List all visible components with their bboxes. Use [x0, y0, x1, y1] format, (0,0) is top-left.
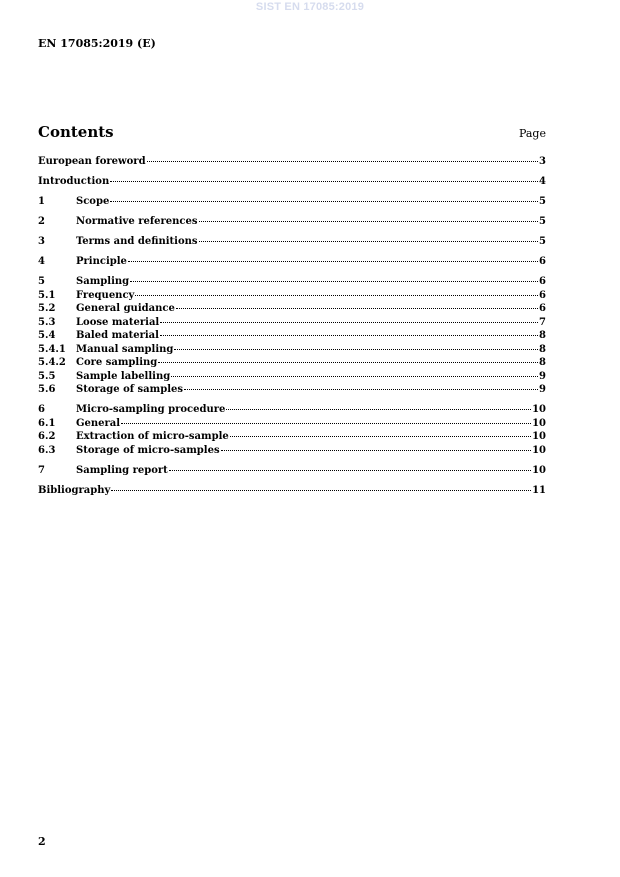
toc-entry[interactable]	[38, 276, 546, 290]
toc-entry-page: 6	[539, 256, 546, 267]
toc-dot-leader	[160, 322, 538, 323]
toc-entry-title: Terms and definitions	[76, 236, 198, 247]
toc-entry-page: 6	[539, 289, 546, 301]
document-id: EN 17085:2019 (E)	[38, 37, 156, 50]
toc-entry[interactable]	[38, 303, 546, 317]
toc-dot-leader	[184, 389, 538, 390]
toc-dot-leader	[130, 281, 538, 282]
toc-dot-leader	[230, 436, 531, 437]
toc-dot-leader	[158, 362, 538, 363]
toc-entry-title: Normative references	[76, 216, 198, 227]
toc-entry[interactable]	[38, 357, 546, 371]
toc-dot-leader	[110, 181, 538, 182]
toc-entry-title: Principle	[76, 256, 127, 267]
toc-entry-page: 5	[539, 196, 546, 207]
toc-entry[interactable]	[38, 256, 546, 270]
toc-entry-page: 6	[539, 276, 546, 287]
contents-heading: Contents	[38, 123, 114, 141]
toc-entry-number: 5	[38, 276, 45, 287]
toc-entry-title: Core sampling	[76, 357, 158, 368]
toc-entry[interactable]	[38, 404, 546, 418]
toc-dot-leader	[110, 201, 538, 202]
toc-entry-page: 6	[539, 303, 546, 314]
toc-entry-title: Extraction of micro-sample	[76, 431, 229, 442]
toc-entry[interactable]	[38, 418, 546, 432]
toc-entry-page: 10	[532, 464, 546, 476]
toc-dot-leader	[221, 450, 531, 451]
toc-entry-page: 10	[532, 417, 546, 429]
toc-dot-leader	[111, 490, 531, 491]
toc-entry-page: 9	[539, 370, 546, 382]
page-number: 2	[38, 835, 46, 848]
toc-entry[interactable]	[38, 465, 546, 479]
toc-entry-number: 3	[38, 236, 45, 247]
toc-entry[interactable]	[38, 485, 546, 499]
toc-entry-title: European foreword	[38, 156, 146, 167]
toc-entry[interactable]	[38, 216, 546, 230]
toc-dot-leader	[169, 470, 531, 471]
toc-entry-title: Micro-sampling procedure	[76, 404, 226, 415]
toc-entry-number: 5.3	[38, 316, 56, 328]
toc-entry-number: 6.1	[38, 417, 56, 429]
toc-entry-page: 4	[539, 176, 546, 187]
toc-dot-leader	[176, 308, 538, 309]
toc-entry-title: Loose material	[76, 316, 160, 328]
toc-dot-leader	[160, 335, 538, 336]
page-column-label: Page	[518, 127, 546, 140]
toc-entry-title: Storage of micro-samples	[76, 444, 220, 456]
toc-dot-leader	[135, 295, 538, 296]
toc-entry[interactable]	[38, 317, 546, 331]
toc-entry[interactable]	[38, 445, 546, 459]
toc-entry-number: 5.1	[38, 289, 56, 301]
toc-entry-title: Introduction	[38, 176, 110, 187]
toc-entry-title: Sample labelling	[76, 370, 171, 382]
toc-entry-number: 2	[38, 216, 45, 227]
toc-entry-number: 7	[38, 464, 45, 476]
toc-entry-number: 1	[38, 196, 45, 207]
toc-entry-page: 5	[539, 216, 546, 227]
toc-entry[interactable]	[38, 344, 546, 358]
toc-entry-page: 10	[532, 431, 546, 442]
toc-entry-number: 5.2	[38, 303, 56, 314]
toc-entry-number: 6.3	[38, 444, 56, 456]
toc-entry-number: 4	[38, 256, 45, 267]
toc-entry[interactable]	[38, 371, 546, 385]
toc-entry-page: 8	[539, 330, 546, 341]
toc-dot-leader	[128, 261, 538, 262]
toc-entry[interactable]	[38, 236, 546, 250]
watermark: SIST EN 17085:2019	[255, 1, 365, 13]
toc-entry-number: 5.4.1	[38, 343, 66, 355]
toc-dot-leader	[121, 423, 531, 424]
toc-entry-title: Manual sampling	[76, 343, 174, 355]
toc-entry[interactable]	[38, 290, 546, 304]
toc-entry-title: General	[76, 417, 121, 429]
toc-entry-title: Sampling	[76, 276, 130, 287]
toc-entry-page: 9	[539, 384, 546, 395]
toc-entry-page: 10	[532, 404, 546, 415]
toc-dot-leader	[147, 161, 538, 162]
toc-entry-number: 6.2	[38, 431, 56, 442]
toc-entry-title: Bibliography	[38, 484, 111, 496]
toc-entry-number: 5.4.2	[38, 357, 66, 368]
toc-entry-title: General guidance	[76, 303, 175, 314]
toc-entry[interactable]	[38, 176, 546, 190]
toc-entry-page: 5	[539, 236, 546, 247]
toc-entry-title: Frequency	[76, 289, 135, 301]
toc-dot-leader	[199, 241, 539, 242]
toc-entry-page: 11	[532, 484, 546, 496]
toc-entry-page: 8	[539, 343, 546, 355]
toc-entry-page: 7	[539, 316, 546, 328]
toc-entry-title: Scope	[76, 196, 110, 207]
toc-entry-title: Sampling report	[76, 464, 168, 476]
toc-entry-number: 5.5	[38, 370, 56, 382]
toc-dot-leader	[171, 376, 538, 377]
toc-dot-leader	[226, 409, 531, 410]
toc-entry-title: Storage of samples	[76, 384, 184, 395]
toc-dot-leader	[174, 349, 538, 350]
toc-entry[interactable]	[38, 384, 546, 398]
toc-entry[interactable]	[38, 196, 546, 210]
toc-entry-page: 10	[532, 444, 546, 456]
toc-entry-number: 5.4	[38, 330, 56, 341]
toc-entry-number: 5.6	[38, 384, 56, 395]
toc-entry-page: 8	[539, 357, 546, 368]
table-of-contents	[38, 156, 546, 498]
toc-entry[interactable]	[38, 156, 546, 170]
toc-entry-title: Baled material	[76, 330, 159, 341]
toc-entry-number: 6	[38, 404, 45, 415]
toc-entry[interactable]	[38, 431, 546, 445]
toc-entry[interactable]	[38, 330, 546, 344]
toc-dot-leader	[199, 221, 539, 222]
toc-entry-page: 3	[539, 156, 546, 167]
